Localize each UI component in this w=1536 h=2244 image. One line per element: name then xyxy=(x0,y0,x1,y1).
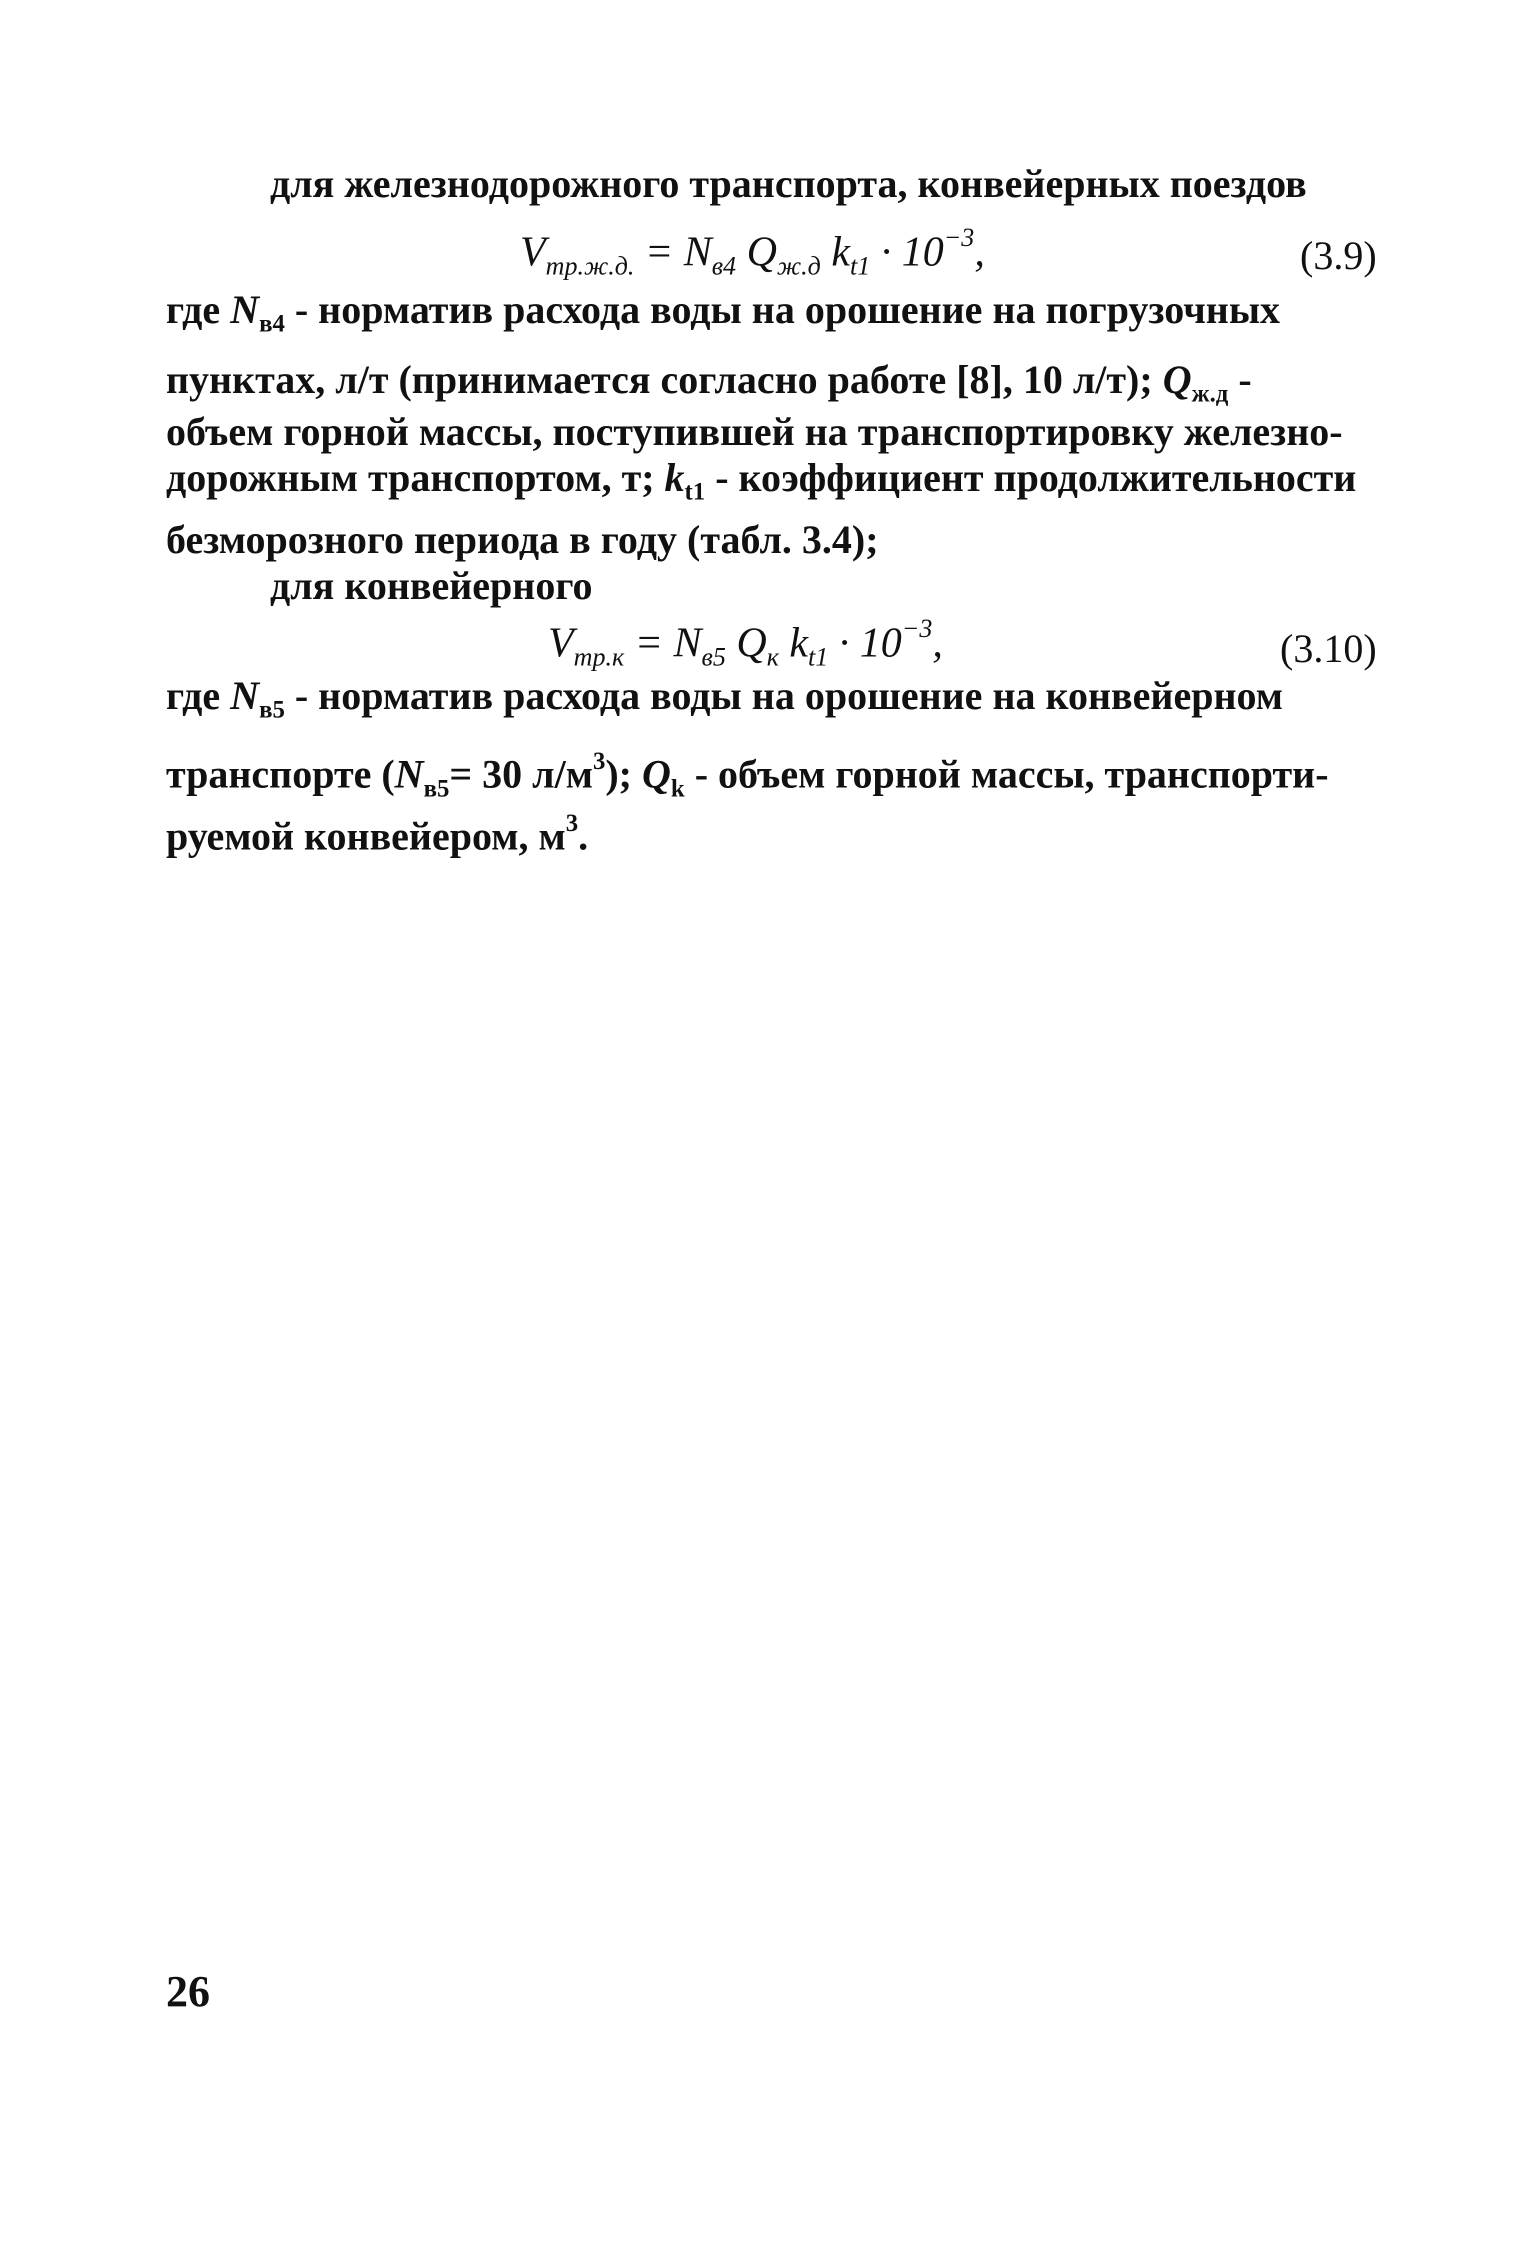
formula-3-10-multiplier: · 10 xyxy=(838,620,902,667)
desc-3-10-prefix: где xyxy=(166,673,221,718)
desc-3-10-symbol: N xyxy=(230,673,260,718)
desc-3-9-text-4-tail: - коэффициент продолжительности xyxy=(715,455,1357,500)
desc-3-10-text-2d: - объем горной массы, транспорти- xyxy=(694,751,1329,797)
desc-3-9-k-symbol: k xyxy=(664,455,685,500)
formula-3-10-exponent: −3 xyxy=(901,614,933,643)
desc-3-10-text-3-sup: 3 xyxy=(565,810,579,837)
desc-3-10-line-2 xyxy=(166,750,1329,802)
formula-3-10-k-sub: t1 xyxy=(808,642,829,672)
desc-3-10-q-symbol: Q xyxy=(642,751,671,797)
formula-3-9-exponent: −3 xyxy=(943,223,975,252)
conveyor-intro-line xyxy=(270,563,593,608)
desc-3-9-q-symbol: Q xyxy=(1162,357,1192,402)
desc-3-9-text-1: - норматив расхода воды на орошение на погрузочных xyxy=(294,287,1281,332)
desc-3-9-dash: - xyxy=(1238,357,1252,402)
formula-3-10-n: N xyxy=(673,620,702,667)
desc-3-9-line-1 xyxy=(166,287,1281,338)
desc-3-9-prefix: где xyxy=(166,287,221,332)
desc-3-10-n-symbol: N xyxy=(394,751,424,797)
conveyor-intro-text: для конвейерного xyxy=(270,563,593,608)
railway-intro-line xyxy=(270,161,1307,206)
formula-3-10-q: Q xyxy=(736,620,767,667)
desc-3-10-line-3 xyxy=(166,812,588,857)
formula-3-10-lhs: V xyxy=(548,620,574,667)
desc-3-10-cube: 3 xyxy=(592,748,606,775)
desc-3-10-text-2b: = 30 л/м xyxy=(449,751,593,797)
desc-3-10-text-2c: ); xyxy=(605,751,632,797)
desc-3-10-text-1: - норматив расхода воды на орошение на конвейерном xyxy=(294,673,1283,718)
desc-3-10-text-3: руемой конвейером, м xyxy=(166,813,566,859)
desc-3-9-line-3 xyxy=(166,409,1343,454)
page-number: 26 xyxy=(166,1967,210,2016)
formula-3-10-k: k xyxy=(789,620,809,667)
formula-3-9-tail: , xyxy=(974,229,985,276)
formula-3-10-lhs-sub: тр.к xyxy=(573,642,625,672)
formula-3-9-q-sub: ж.д xyxy=(776,251,821,281)
formula-3-9-q: Q xyxy=(746,229,777,276)
formula-3-9-k-sub: t1 xyxy=(849,251,871,281)
desc-3-9-k-sub: t1 xyxy=(684,478,706,506)
desc-3-9-symbol-sub: в4 xyxy=(259,310,285,338)
desc-3-10-q-sub: k xyxy=(670,775,685,803)
desc-3-9-text-5: безморозного периода в году (табл. 3.4); xyxy=(166,517,879,562)
desc-3-9-text-4: дорожным транспортом, т; xyxy=(166,455,655,500)
desc-3-9-symbol: N xyxy=(230,287,260,332)
formula-3-9-lhs-sub: тр.ж.д. xyxy=(545,251,635,281)
formula-3-10-tail: , xyxy=(932,620,943,667)
desc-3-10-line-1 xyxy=(166,673,1283,724)
formula-3-9 xyxy=(520,225,985,280)
formula-3-10 xyxy=(548,616,943,671)
formula-3-9-n: N xyxy=(683,229,712,276)
formula-3-10-n-sub: в5 xyxy=(701,642,726,672)
formula-3-10-equals: = xyxy=(634,620,663,667)
formula-3-9-equals: = xyxy=(644,229,674,276)
desc-3-9-q-sub: ж.д xyxy=(1191,380,1229,408)
desc-3-10-symbol-sub: в5 xyxy=(259,696,285,724)
desc-3-9-line-2 xyxy=(166,357,1252,408)
desc-3-9-line-4 xyxy=(166,455,1357,506)
formula-3-9-k: k xyxy=(831,229,850,276)
equation-number-3-10: (3.10) xyxy=(1280,626,1377,671)
desc-3-10-text-2a: транспорте ( xyxy=(166,751,395,797)
desc-3-10-text-3-tail: . xyxy=(578,813,589,859)
formula-3-10-q-sub: к xyxy=(766,642,779,672)
formula-3-9-lhs: V xyxy=(520,229,546,276)
desc-3-9-text-3: объем горной массы, поступившей на транспортировку железно- xyxy=(166,409,1343,454)
formula-3-9-n-sub: в4 xyxy=(711,251,737,281)
desc-3-9-text-2: пунктах, л/т (принимается согласно работе [8], 10 л/т); xyxy=(166,357,1153,402)
formula-3-9-multiplier: · 10 xyxy=(880,229,944,276)
desc-3-9-line-5 xyxy=(166,517,879,562)
desc-3-10-n-sub: в5 xyxy=(423,775,450,803)
equation-number-3-9: (3.9) xyxy=(1300,233,1377,278)
railway-intro-text: для железнодорожного транспорта, конвейерных поездов xyxy=(270,161,1307,206)
